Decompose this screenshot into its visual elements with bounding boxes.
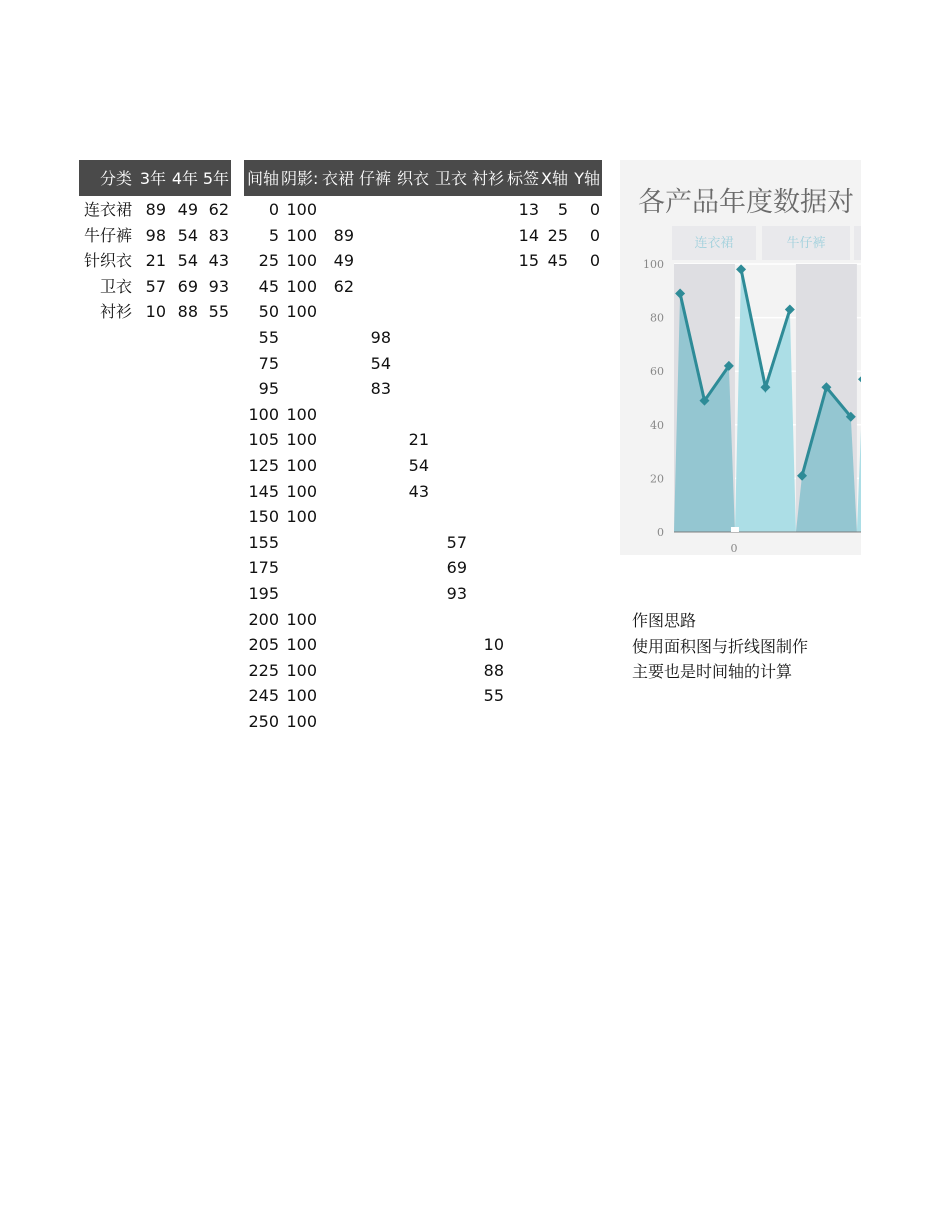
table-cell: 10 (145, 302, 166, 322)
table-cell: 98 (370, 328, 391, 347)
table-cell: 57 (446, 532, 467, 552)
y-tick-label: 60 (650, 365, 664, 379)
table-cell: 21 (145, 251, 166, 271)
table-cell: 69 (177, 276, 198, 296)
table-cell: 14 (518, 225, 539, 245)
table-cell: 54 (177, 251, 198, 271)
table-cell: 0 (589, 225, 600, 245)
table-cell: 125 (248, 456, 279, 475)
x-tick-marker (731, 527, 739, 532)
table-cell: 225 (248, 660, 279, 680)
table-cell: 75 (258, 353, 279, 373)
table-cell: 100 (286, 430, 317, 450)
table-cell: 100 (248, 404, 279, 424)
table-cell: 83 (370, 379, 391, 399)
category-label: 针织衣 (83, 251, 132, 271)
table-cell: 45 (547, 251, 568, 271)
category-label: 牛仔裤 (83, 225, 132, 245)
chart-tab-2[interactable]: 牛仔裤 (762, 226, 850, 260)
table-cell: 100 (286, 635, 317, 655)
table-cell: 45 (258, 276, 279, 296)
right-header-8: X轴 (541, 169, 568, 188)
table-cell: 50 (258, 302, 279, 322)
table-cell: 145 (248, 481, 279, 501)
table-cell: 93 (446, 584, 467, 603)
table-cell: 175 (248, 558, 279, 578)
table-cell: 89 (333, 225, 354, 245)
data-point-marker (785, 305, 795, 315)
table-cell: 54 (177, 225, 198, 245)
table-cell: 155 (248, 532, 279, 552)
category-label: 卫衣 (99, 276, 132, 296)
table-cell: 0 (589, 200, 600, 219)
table-cell: 0 (268, 200, 279, 219)
right-header-4: 织衣 (396, 169, 429, 188)
y-tick-label: 100 (643, 258, 664, 271)
table-cell: 43 (408, 481, 429, 501)
table-cell: 100 (286, 404, 317, 424)
table-cell: 100 (286, 251, 317, 271)
table-cell: 54 (370, 353, 391, 373)
y-tick-label: 40 (650, 418, 664, 432)
right-header-1: 阴影: (281, 169, 319, 188)
right-header-6: 衬衫 (471, 169, 504, 188)
table-cell: 100 (286, 302, 317, 322)
table-cell: 15 (518, 251, 539, 271)
data-point-marker (858, 374, 861, 384)
table-cell: 93 (208, 276, 229, 296)
table-cell: 13 (518, 200, 539, 219)
table-cell: 200 (248, 609, 279, 629)
right-header-2: 衣裙 (321, 169, 354, 188)
left-header-1: 3年 (139, 169, 166, 188)
table-cell: 100 (286, 276, 317, 296)
chart-plot (620, 160, 861, 555)
table-cell: 100 (286, 609, 317, 629)
table-cell: 100 (286, 456, 317, 475)
table-cell: 55 (258, 328, 279, 347)
table-cell: 62 (333, 276, 354, 296)
table-cell: 10 (483, 635, 504, 655)
table-cell: 245 (248, 686, 279, 706)
table-cell: 0 (589, 251, 600, 271)
table-cell: 100 (286, 712, 317, 731)
table-cell: 55 (483, 686, 504, 706)
series-area-卫衣 (857, 283, 861, 532)
table-cell: 89 (145, 200, 166, 219)
table-cell: 54 (408, 456, 429, 475)
left-header-3: 5年 (202, 169, 229, 188)
table-cell: 83 (208, 225, 229, 245)
table-cell: 43 (208, 251, 229, 271)
right-header-9: Y轴 (574, 169, 600, 188)
table-cell: 100 (286, 200, 317, 219)
y-tick-label: 0 (657, 526, 664, 539)
right-header-5: 卫衣 (434, 169, 467, 188)
table-cell: 205 (248, 635, 279, 655)
notes-heading: 作图思路 (632, 611, 697, 630)
table-cell: 69 (446, 558, 467, 578)
table-cell: 25 (258, 251, 279, 271)
table-cell: 55 (208, 302, 229, 322)
right-header-0: 间轴 (246, 169, 279, 188)
left-header-2: 4年 (171, 169, 198, 188)
table-cell: 100 (286, 481, 317, 501)
table-cell: 62 (208, 200, 229, 219)
y-tick-label: 80 (650, 311, 664, 325)
chart-tab-1[interactable]: 连衣裙 (672, 226, 756, 260)
left-header-0: 分类 (99, 169, 132, 188)
table-cell: 100 (286, 507, 317, 527)
right-header-3: 仔裤 (358, 169, 391, 188)
category-label: 连衣裙 (83, 200, 132, 219)
table-cell: 88 (483, 660, 504, 680)
table-cell: 5 (268, 225, 279, 245)
notes-line-2: 主要也是时间轴的计算 (632, 662, 793, 681)
table-cell: 250 (248, 712, 279, 731)
table-cell: 57 (145, 276, 166, 296)
x-tick-label: 0 (730, 542, 738, 555)
table-cell: 105 (248, 430, 279, 450)
table-cell: 195 (248, 584, 279, 603)
table-cell: 25 (547, 225, 568, 245)
table-cell: 49 (333, 251, 354, 271)
table-cell: 95 (258, 379, 279, 399)
data-point-marker (736, 264, 746, 274)
table-cell: 21 (408, 430, 429, 450)
right-header-7: 标签 (506, 169, 539, 188)
table-cell: 88 (177, 302, 198, 322)
chart-title: 各产品年度数据对 (638, 187, 854, 218)
y-tick-label: 20 (650, 472, 664, 486)
table-cell: 98 (145, 225, 166, 245)
notes-line-1: 使用面积图与折线图制作 (632, 637, 809, 656)
table-cell: 5 (557, 200, 568, 219)
category-label: 衬衫 (99, 302, 132, 322)
table-cell: 100 (286, 225, 317, 245)
table-cell: 150 (248, 507, 279, 527)
table-cell: 100 (286, 660, 317, 680)
table-cell: 100 (286, 686, 317, 706)
table-cell: 49 (177, 200, 198, 219)
chart-panel[interactable] (620, 160, 861, 555)
